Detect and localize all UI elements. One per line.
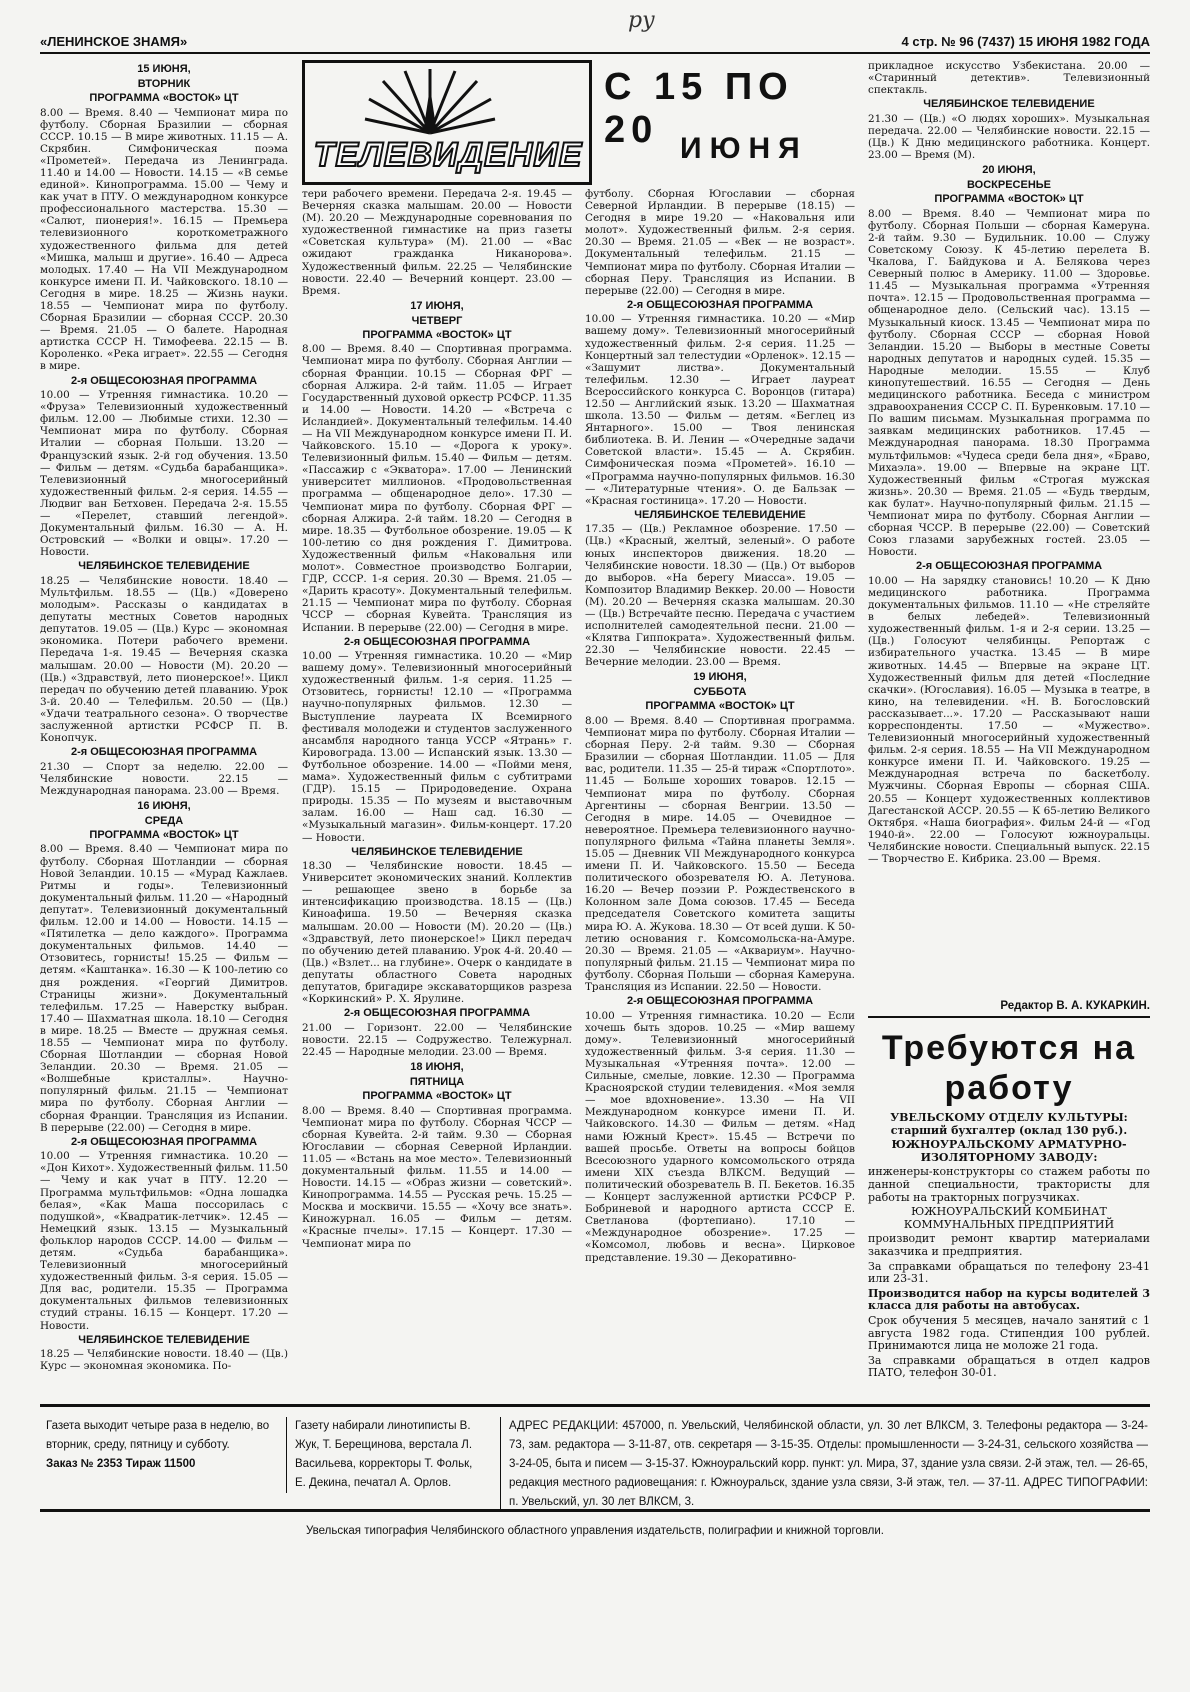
imprint-address: АДРЕС РЕДАКЦИИ: 457000, п. Увельский, Челябинской области, ул. 30 лет ВЛКСМ, 3. Телефоны редактора — 3-24-73, зам. редактора — 3-11-87, отв. секретаря — 3-15-35. Отделы: промышленности — 3-24-31, сельского хозяйства — 3-24-05, быта и писем — 3-15-37. Южноуральский корр. пункт: ул. Мира, 37, здание узла связи. 2-й этаж, тел. — 26-65, редакция местного радиовещания: г. Южноуральск, здание узла связи, 3-й этаж, тел. — 37-11. АДРЕС ТИПОГРАФИИ: п. Увельский, ул. 30 лет ВЛКСМ, 3. xyxy=(500,1417,1148,1512)
day-heading: ВОСКРЕСЕНЬЕ xyxy=(966,179,1052,192)
program-text: прикладное искусство Узбекистана. 20.00 — «Старинный детектив». Телевизионный спектакль. xyxy=(868,60,1150,97)
day-heading: 17 ИЮНЯ, xyxy=(410,299,464,312)
schedule-column-4 xyxy=(868,60,1150,866)
program-text: 8.00 — Время. 8.40 — Чемпионат мира по футболу. Сборная Шотландии — сборная Новой Зеландии. 10.15 — «Мурад Кажлаев. Ритмы и годы». Телевизионный документальный фильм. 11.20 — «Народный депутат». Телевизионный документальный фильм. 12.00 и 14.00 — Новости. 14.15 — «Пятилетка — дело каждого». Программа документальных фильмов. 14.40 — Отзовитесь, горнисты! 15.25 — Фильм — детям. «Каштанка». 16.30 — К 100-летию со дня рождения. «Георгий Димитров. Страницы жизни». Документальный телефильм. 17.25 — Наверстку выбран. 17.40 — Шахматная школа. 18.10 — Сегодня в мире. 18.25 — Вместе — дружная семья. 18.55 — Чемпионат мира по футболу. Сборная Шотландии — сборная Новой Зеландии. 20.30 — Время. 21.05 — «Волшебные кристаллы». Научно-популярный фильм. 21.15 — Чемпионат мира по футболу. Сборная Англии — сборная Франции. Трансляция из Испании. В перерыве (22.00) — Сегодня в мире. xyxy=(40,843,288,1134)
day-heading: 16 ИЮНЯ, xyxy=(137,799,191,812)
section-heading: 2-я ОБЩЕСОЮЗНАЯ ПРОГРАММА xyxy=(70,746,258,759)
program-text: 10.00 — Утренняя гимнастика. 10.20 — «Мир вашему дому». Телевизионный многосерийный художественный фильм. 2-я серия. 11.25 — Концертный зал телестудии «Орленок». 12.15 — «Зашумит листва». Документальный телефильм. 12.30 — Играет лауреат Всероссийского конкурса С. Воронцов (гитара) 12.50 — Английский язык. 13.20 — Шахматная школа. 13.50 — Фильм — детям. «Беглец из Янтарного». 15.00 — Твоя ленинская библиотека. В. И. Ленин — «Очередные задачи Советской власти». 15.45 — А. Скрябин. Симфоническая поэма «Прометей». 16.10 — «Программа научно-популярных фильмов. 16.30 — «Литературные чтения». О. де Бальзак — «Красная гостиница». 17.20 — Новости. xyxy=(585,313,855,507)
day-heading: 18 ИЮНЯ, xyxy=(410,1061,464,1073)
program-text: футболу. Сборная Югославии — сборная Северной Ирландии. В перерыве (18.15) — Сегодня в мире 19.20 — «Наковальня или молот». Художественный фильм. 2-я серия. 20.30 — Время. 21.05 — «Век — не возраст». Документальный телефильм. 21.15 — Чемпионат мира по футболу. Сборная Италии — сборная Перу. Трансляция из Испании. В перерыве (22.00) — Сегодня в мире. xyxy=(585,188,855,297)
program-text: 18.25 — Челябинские новости. 18.40 — Мультфильм. 18.55 — (Цв.) «Доверено молодым». Рассказы о кандидатах в депутаты местных Советов народных депутатов. 19.05 — (Цв.) Курс — экономная экономика. Потери рабочего времени. Передача 1-я. 19.45 — Вечерняя сказка малышам. 20.00 — Новости (М). 20.20 — (Цв.) «Здравствуй, лето пионерское!». Цикл передач по обучению детей плаванию. Урок 3-й. 20.40 — Телефильм. 20.50 — (Цв.) «Удачи театрального сезона». О творчестве заслуженной артистки РСФСР П. В. Конопчук. xyxy=(40,574,288,745)
editor-signature: Редактор В. А. КУКАРКИН. xyxy=(868,1000,1150,1018)
program-text: 8.00 — Время. 8.40 — Чемпионат мира по футболу. Сборная Польши — сборная Камеруна. 2-й тайм. 9.30 — Будильник. 10.00 — Служу Советскому Союзу. К 45-летию перелета В. Чкалова, Г. Байдукова и А. Белякова через Северный полюс в Америку. 11.00 — Здоровье. 11.45 — Музыкальная программа «Утренняя почта». 12.15 — Продовольственная программа — общенародное дело. (Сельский час). 13.15 — Музыкальный киоск. 13.45 — Чемпионат мира по футболу. Сборная СССР — сборная Новой Зеландии. 15.20 — Выборы в местные Советы народных депутатов и народных судей. 15.35 — Народные мелодии. 15.55 — Клуб кинопутешествий. 16.55 — Сегодня — День медицинского работника. Беседа с министром здравоохранения СССР С. П. Буренковым. 17.10 — По вашим письмам. Музыкальная программа по заявкам медицинских работников. 17.45 — Международная панорама. 18.30 Программа мультфильмов: «Чудеса среди бела дня», «Браво, Михаэла». 19.00 — Впервые на экране ЦТ. Художественный фильм «Строгая мужская жизнь». 20.30 — Время. 21.05 — «Будь твердым, как булат». Научно-популярный фильм. 21.15 — Чемпионат мира по футболу. Сборная Англии — сборная ЧССР. В перерыве (22.00) — Советский Союз глазами зарубежных гостей. 23.05 — Новости. xyxy=(868,207,1150,559)
program-text: 10.00 — Утренняя гимнастика. 10.20 — «Дон Кихот». Художественный фильм. 11.50 — Чему и как учат в ПТУ. 12.20 — Программа мультфильмов: «Одна лошадка белая», «Как Маша поссорилась с подушкой», «Квадратик-летчик». 12.45 — Немецкий язык. 13.15 — Музыкальный фольклор народов СССР. 14.00 — Фильм — детям. «Судьба барабанщика». Телевизионный многосерийный художественный фильм. 3-я серия. 15.05 — Для вас, родители. 15.35 — Программа документальных фильмов телевизионных студий страны. 16.15 — Концерт. 17.20 — Новости. xyxy=(40,1150,288,1332)
imprint-schedule xyxy=(46,1417,272,1474)
tower-rays-icon xyxy=(365,67,495,135)
section-heading: 2-я ОБЩЕСОЮЗНАЯ ПРОГРАММА xyxy=(343,635,531,648)
imprint xyxy=(40,1404,1150,1512)
schedule-column-1 xyxy=(40,60,288,1380)
section-heading: ПРОГРАММА «ВОСТОК» ЦТ xyxy=(934,193,1084,206)
date-range-line2: ИЮНЯ xyxy=(680,132,808,165)
section-heading: ПРОГРАММА «ВОСТОК» ЦТ xyxy=(362,328,512,341)
ad-plant-title: ЮЖНОУРАЛЬСКОМУ АРМАТУРНО-ИЗОЛЯТОРНОМУ ЗАВОДУ: xyxy=(891,1138,1127,1164)
section-heading: 2-я ОБЩЕСОЮЗНАЯ ПРОГРАММА xyxy=(70,374,258,387)
day-heading: ЧЕТВЕРГ xyxy=(411,314,463,327)
program-text: 10.00 — Утренняя гимнастика. 10.20 — «Фруза» Телевизионный художественный фильм. 12.00 — Любимые стихи. 12.30 — Чемпионат мира по футболу. Сборная Италии — сборная Польши. 13.20 — Французский язык. 2-й год обучения. 13.50 — Фильм — детям. «Судьба барабанщика». Телевизионный многосерийный художественный фильм. 2-я серия. 14.55 — Людвиг ван Бетховен. Передача 2-я. 15.55 — «Перелет, ставший легендой». Документальный фильм. 16.30 — А. Н. Островский — «Волки и овцы». 17.20 — Новости. xyxy=(40,389,288,559)
job-ads xyxy=(868,1028,1150,1388)
ad-plant-text: инженеры-конструкторы со стажем работы по данной специальности, трактористы для работы на тракторных погрузчиках. xyxy=(868,1165,1150,1204)
imprint-staff: Газету набирали линотиписты В. Жук, Т. Берещинова, верстала Л. Васильева, корректоры Т. Фольк, Е. Декина, печатал А. Орлов. xyxy=(286,1417,486,1493)
section-heading: ПРОГРАММА «ВОСТОК» ЦТ xyxy=(89,828,239,841)
program-text: 8.00 — Время. 8.40 — Спортивная программа. Чемпионат мира по футболу. Сборная Италии — сборная Перу. 2-й тайм. 9.30 — Сборная Бразилии — сборная Шотландии. 11.05 — Для вас, родители. 11.35 — 25-й тираж «Спортлото». 11.45 — Больше хороших товаров. 12.15 — Чемпионат мира по футболу. Сборная Аргентины — сборная Венгрии. 13.50 — Сегодня в мире. 14.05 — Очевидное — невероятное. Премьера телевизионного научно-популярного фильма «Тайна планеты Земля». 15.05 — Дневник VII Международного конкурса имени П. И. Чайковского. 15.50 — Беседа политического обозревателя Ю. А. Летунова. 16.20 — Вечер поэзии Р. Рождественского в Колонном зале Дома союзов. 17.45 — Беседа председателя Советского комитета защиты мира Ю. А. Жукова. 18.30 — От всей души. К 50-летию основания г. Комсомольска-на-Амуре. 20.30 — Время. 21.05 — «Аквариум». Научно-популярный фильм. 21.15 — Чемпионат мира по футболу. Сборная Польши — сборная Камеруна. Трансляция из Испании. 22.50 — Новости. xyxy=(585,714,855,994)
program-text: 18.30 — Челябинские новости. 18.45 — Университет экономических знаний. Коллектив — решающее звено в борьбе за интенсификацию производства. 18.15 — (Цв.) Киноафиша. 19.50 — Вечерняя сказка малышам. 20.00 — Новости (М). 20.20 — (Цв.) «Здравствуй, лето пионерское!» Цикл передач по обучению детей плаванию. Урок 4-й. 20.40 — (Цв.) «Взлет... на глубине». Очерк о кандидате в депутаты областного Совета народных депутатов, бригадире экскаваторщиков разреза «Коркинский» Р. Х. Ярулине. xyxy=(302,860,572,1006)
date-range-line1: С 15 ПО 20 xyxy=(604,66,794,151)
ad-drivers-bold: Производится набор на курсы водителей 3 класса для работы на автобусах. xyxy=(868,1286,1150,1313)
ad-kombinat-phone: За справками обращаться по телефону 23-41 или 23-31. xyxy=(868,1259,1150,1286)
ads-headline: Требуются на работу xyxy=(881,1029,1137,1107)
day-heading: 20 ИЮНЯ, xyxy=(982,164,1036,177)
section-heading: 2-я ОБЩЕСОЮЗНАЯ ПРОГРАММА xyxy=(915,560,1103,573)
schedule-column-2 xyxy=(302,188,572,1383)
section-heading: 2-я ОБЩЕСОЮЗНАЯ ПРОГРАММА xyxy=(626,298,814,311)
tv-title: ТЕЛЕВИДЕНИЕ xyxy=(313,136,583,174)
schedule-column-3 xyxy=(585,188,855,1383)
section-heading: ЧЕЛЯБИНСКОЕ ТЕЛЕВИДЕНИЕ xyxy=(351,845,523,858)
ad-drivers-text: Срок обучения 5 месяцев, начало занятий с 1 августа 1982 года. Стипендия 100 рублей. Принимаются лица не моложе 21 года. xyxy=(868,1313,1150,1353)
section-heading: ЧЕЛЯБИНСКОЕ ТЕЛЕВИДЕНИЕ xyxy=(634,508,806,521)
ad-kombinat-text: производит ремонт квартир материалами заказчика и предприятия. xyxy=(868,1232,1150,1258)
tv-banner xyxy=(302,60,592,185)
day-heading: СУББОТА xyxy=(693,686,747,699)
issue-info: 4 стр. № 96 (7437) 15 ИЮНЯ 1982 ГОДА xyxy=(901,34,1150,49)
section-heading: ЧЕЛЯБИНСКОЕ ТЕЛЕВИДЕНИЕ xyxy=(78,560,250,573)
section-heading: ПРОГРАММА «ВОСТОК» ЦТ xyxy=(645,700,795,713)
program-text: 10.00 — Утренняя гимнастика. 10.20 — «Мир вашему дому». Телевизионный многосерийный художественный фильм. 1-я серия. 11.25 — Отзовитесь, горнисты! 12.10 — «Программа научно-популярных фильмов. 12.30 — Выступление лауреата IX Всемирного фестиваля молодежи и студентов заслуженного ансамбля народного танца УССР «Ятрань» г. Кировограда. 13.00 — Испанский язык. 13.30 — Футбольное обозрение. 14.00 — «Пойми меня, мама». Художественный фильм с субтитрами (ГДР). 15.15 — Природоведение. Охрана природы. 15.35 — По музеям и выставочным залам. 16.00 — Наш сад. 16.30 — «Музыкальный магазин». Фильм-концерт. 17.20 — Новости. xyxy=(302,650,572,844)
section-heading: 2-я ОБЩЕСОЮЗНАЯ ПРОГРАММА xyxy=(70,1135,258,1148)
date-range xyxy=(600,60,862,185)
day-heading: ВТОРНИК xyxy=(137,78,191,90)
program-text: 21.30 — (Цв.) «О людях хороших». Музыкальная передача. 22.00 — Челябинские новости. 22.15 — (Цв.) К Дню медицинского работника. Концерт. 23.00 — Время (М). xyxy=(868,112,1150,162)
program-text: 17.35 — (Цв.) Рекламное обозрение. 17.50 — (Цв.) «Красный, желтый, зеленый». О работе юных инспекторов движения. 18.20 — Челябинские новости. 18.30 — (Цв.) От выборов до выборов. «На берегу Миасса». 19.05 — Композитор Владимир Веккер. 20.00 — Новости (М). 20.20 — Вечерняя сказка малышам. 20.30 — (Цв.) Встречайте песню. Передача с участием исполнителей самодеятельной песни. 21.00 — «Клятва Гиппократа». Художественный фильм. 22.30 — Челябинские новости. 22.45 — Вечерние мелодии. 23.00 — Время. xyxy=(585,523,855,669)
day-heading: 19 ИЮНЯ, xyxy=(693,671,747,684)
program-text: 21.00 — Горизонт. 22.00 — Челябинские новости. 22.15 — Содружество. Тележурнал. 22.45 — Народные мелодии. 23.00 — Время. xyxy=(302,1021,572,1058)
section-heading: ПРОГРАММА «ВОСТОК» ЦТ xyxy=(89,92,239,104)
program-text: 10.00 — Утренняя гимнастика. 10.20 — Если хочешь быть здоров. 10.25 — «Мир вашему дому». Телевизионный многосерийный художественный фильм. 3-я серия. 11.30 — Музыкальная «Утренняя почта». 12.00 — Сильные, смелые, ловкие. 12.30 — Программа Красноярской студии телевидения. «Моя земля — мое вдохновение». 13.30 — На VII Международном конкурсе имени П. И. Чайковского. 14.30 — Фильм — детям. «Над нами Южный Крест». 15.45 — Встречи по вашей просьбе. Ответы на вопросы бойцов Всесоюзного ударного комсомольского отряда имени XIX съезда ВЛКСМ. Ведущий — политический обозреватель В. П. Бекетов. 16.35 — Концерт заслуженной артистки РСФСР Р. Бобриневой и народного артиста СССР Е. Светланова (фортепиано). 17.10 — «Международное обозрение». 17.25 — «Комсомол, любовь и весна». Цирковое представление. 19.30 — Декоративно- xyxy=(585,1009,855,1264)
program-text: 21.30 — Спорт за неделю. 22.00 — Челябинские новости. 22.15 — Международная панорама. 23.00 — Время. xyxy=(40,760,288,797)
ad-kombinat-title: ЮЖНОУРАЛЬСКИЙ КОМБИНАТ КОММУНАЛЬНЫХ ПРЕДПРИЯТИЙ xyxy=(903,1205,1115,1231)
section-heading: ПРОГРАММА «ВОСТОК» ЦТ xyxy=(362,1090,512,1102)
program-text: 8.00 — Время. 8.40 — Чемпионат мира по футболу. Сборная Бразилии — сборная СССР. 10.15 — В мире животных. 11.15 — А. Скрябин. Симфоническая поэма «Прометей». Передача из Ленинграда. 11.40 и 14.00 — Новости. 14.15 — «В семье единой». Кинопрограмма. 15.00 — Чему и как учат в ПТУ. О международном конкурсе профессионального мастерства. 15.30 — «Салют, пионерия!». 16.15 — Премьера телевизионного короткометражного художественного фильма для детей «Мишка, малыш и другие». 16.40 — Адреса молодых. 17.40 — На VII Международном конкурсе имени П. И. Чайковского. 18.10 — Сегодня в мире. 18.25 — Жизнь науки. 18.55 — Чемпионат мира по футболу. Сборная Бразилии — сборная СССР. 20.30 — Время. 21.05 — О балете. Народная артистка СССР Н. Тимофеева. 22.15 — В. Короленко. «Река играет». 22.55 — Сегодня в мире. xyxy=(40,106,288,373)
section-heading: 2-я ОБЩЕСОЮЗНАЯ ПРОГРАММА xyxy=(626,995,814,1008)
day-heading: 15 ИЮНЯ, xyxy=(137,63,191,75)
section-heading: 2-я ОБЩЕСОЮЗНАЯ ПРОГРАММА xyxy=(343,1007,531,1020)
program-text: тери рабочего времени. Передача 2-я. 19.45 — Вечерняя сказка малышам. 20.00 — Новости (М). 20.20 — Международные соревнования по художественной гимнастике на приз газеты «Советская культура» (М). 21.00 — «Вас ожидают гражданка Никанорова». Художественный фильм. 22.25 — Челябинские новости. 22.40 — Вечерний концерт. 23.00 — Время. xyxy=(302,188,572,297)
newspaper-name: «ЛЕНИНСКОЕ ЗНАМЯ» xyxy=(40,34,188,49)
program-text: 8.00 — Время. 8.40 — Спортивная программа. Чемпионат мира по футболу. Сборная ЧССР — сборная Кувейта. 2-й тайм. 9.30 — Сборная Югославии — сборная Северной Ирландии. 11.05 — «Встань на мое место». Телевизионный документальный фильм. 11.55 и 14.00 — Новости. 14.15 — «Образ жизни — советский». Кинопрограмма. 14.55 — Русская речь. 15.25 — Москва и москвичи. 15.55 — «Хочу все знать». Киножурнал. 16.05 — Фильм — детям. «Красные пчелы». 17.15 — Концерт. 17.30 — Чемпионат мира по xyxy=(302,1104,572,1250)
day-heading: СРЕДА xyxy=(144,814,184,827)
imprint-order: Заказ № 2353 Тираж 11500 xyxy=(46,1458,196,1470)
program-text: 18.25 — Челябинские новости. 18.40 — (Цв.) Курс — экономная экономика. По- xyxy=(40,1348,288,1373)
newspaper-header xyxy=(40,32,1150,54)
imprint-frequency: Газета выходит четыре раза в неделю, во вторник, среду, пятницу и субботу. xyxy=(46,1420,270,1451)
section-heading: ЧЕЛЯБИНСКОЕ ТЕЛЕВИДЕНИЕ xyxy=(923,98,1095,111)
printer-line: Увельская типография Челябинского областного управления издательств, полиграфии и книжной торговли. xyxy=(305,1525,884,1537)
ad-culture: УВЕЛЬСКОМУ ОТДЕЛУ КУЛЬТУРЫ: старший бухгалтер (оклад 130 руб.). xyxy=(890,1111,1128,1137)
program-text: 10.00 — На зарядку становись! 10.20 — К Дню медицинского работника. Программа документальных фильмов. 11.10 — «Не стреляйте в белых лебедей». Телевизионный художественный фильм. 1-я и 2-я серии. 13.25 — (Цв.) Голосуют челябинцы. Репортаж с избирательного участка. 13.45 — В мире животных. 14.45 — Впервые на экране ЦТ. Художественный фильм для детей «Последние скачки». (Югославия). 16.05 — Музыка в театре, в кино, на телевидении. «Н. В. Богословский рассказывает...». 17.20 — Рассказывают наши корреспонденты. 17.50 — «Мужество». Телевизионный многосерийный художественный фильм. 2-я серия. 18.55 — На VII Международном конкурсе имени П. И. Чайковского. 19.25 — Международная встреча по баскетболу. Мужчины. Сборная Европы — сборная США. 20.55 — Концерт художественных коллективов Дагестанской АССР. 20.55 — К 65-летию Великого Октября. «Наша биография». Фильм 24-й — «Год 1940-й». 22.00 — Голосуют южноуральцы. Челябинские новости. Специальный выпуск. 22.15 — Творчество Е. Кибрика. 23.00 — Время. xyxy=(868,574,1150,866)
day-heading: ПЯТНИЦА xyxy=(409,1076,465,1088)
section-heading: ЧЕЛЯБИНСКОЕ ТЕЛЕВИДЕНИЕ xyxy=(78,1333,250,1346)
program-text: 8.00 — Время. 8.40 — Спортивная программа. Чемпионат мира по футболу. Сборная Англии — сборная Франции. 10.15 — Сборная ФРГ — сборная Алжира. 2-й тайм. 11.05 — Играет Государственный духовой оркестр РСФСР. 11.35 и 14.00 — Новости. 14.20 — «Встреча с Исландией». Документальный телефильм. 14.40 — На VII Международном конкурсе имени П. И. Чайковского. 15.10 — «Дорога к уроку». Телевизионный фильм. 15.40 — Фильм — детям. «Пассажир с «Экватора». 17.00 — Ленинский университет миллионов. «Продовольственная программа — общенародное дело». 17.30 — Чемпионат мира по футболу. Сборная ФРГ — сборная Алжира. 2-й тайм. 18.20 — Сегодня в мире. 18.35 — Футбольное обозрение. 19.05 — К 100-летию со дня рождения Г. Димитрова. Художественный фильм «Наковальня или молот». Совместное производство Болгарии, ГДР, СССР. 1-я серия. 20.30 — Время. 21.05 — «Дарить красоту». Документальный телефильм. 21.15 — Чемпионат мира по футболу. Сборная ЧССР — сборная Кувейта. Трансляция из Испании. В перерыве (22.00) — Сегодня в мире. xyxy=(302,343,572,634)
ad-drivers-phone: За справками обращаться в отдел кадров ПАТО, телефон 30-01. xyxy=(868,1353,1150,1380)
handwritten-mark: ру xyxy=(628,8,655,33)
